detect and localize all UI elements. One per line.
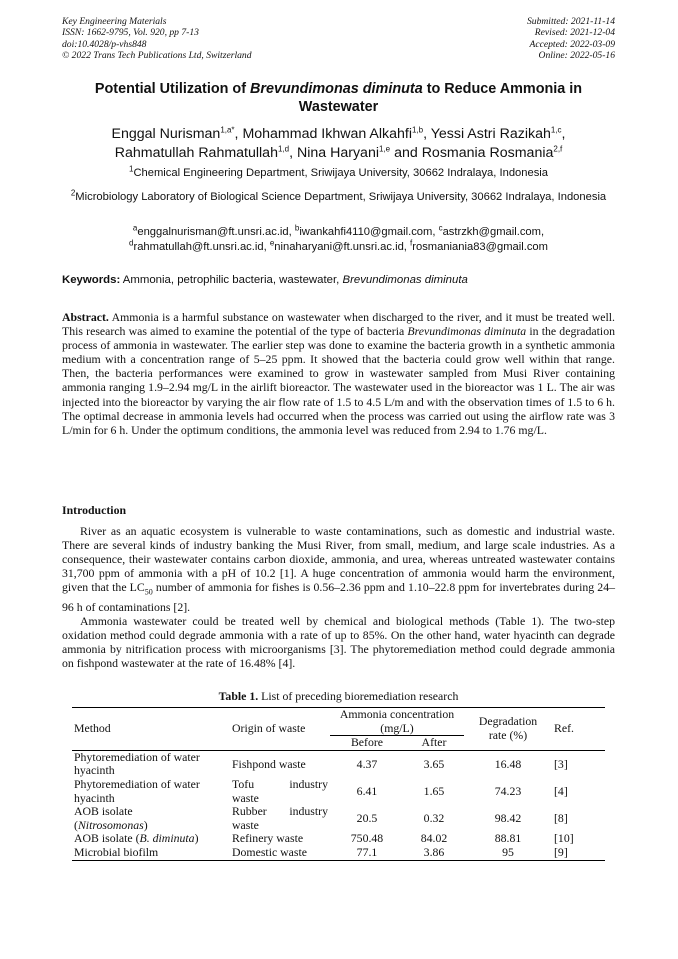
email-link[interactable]: enggalnurisman@ft.unsri.ac.id — [137, 226, 289, 238]
cell-after: 3.86 — [404, 846, 464, 860]
affiliation-1: $^1$Chemical Engineering Department, Sriwijaya University, 30662 Indralaya, Indonesia — [128, 164, 549, 179]
author-name: Enggal Nurisman — [111, 126, 221, 142]
cell-origin: Tofu industry waste — [232, 776, 328, 805]
cell-before: 750.48 — [350, 831, 384, 846]
cell-before: 20.5 — [356, 810, 378, 825]
journal-doi[interactable]: doi:10.4028/p-vhs848 — [62, 38, 147, 50]
author-name: Yessi Astri Razikah — [430, 126, 551, 142]
table-caption: Table 1. List of preceding bioremediation research — [218, 689, 459, 703]
cell-ref[interactable]: [8] — [554, 810, 568, 825]
cell-origin: Fishpond waste — [232, 756, 306, 771]
cell-rate: 95 — [464, 846, 552, 860]
paragraph: River as an aquatic ecosystem is vulnerable to waste contaminations, such as domestic and industrial waste. There are several kinds of industry banking the Musi River, from small, medium, and large scale industries. As a consequence, their wastewater contains carbon dioxide, ammonia, and urea, whereas untreated wastewater contains 31,700 ppm of ammonia with a pH of 10.2 [1]. A huge concentration of ammonia would harm the environment, given that the $LC_{50}$ number of ammonia for fishes is 0.56–2.36 ppm and 1.10–22.8 ppm for invertebrates during 24–96 h of contaminations [2]. — [62, 524, 615, 614]
col-header-concentration: Ammonia concentration (mg/L) — [330, 708, 464, 736]
author-name: Nina Haryani — [296, 145, 379, 161]
author-name: Rosmania Rosmania — [421, 145, 554, 161]
col-header-ref: Ref. — [552, 708, 605, 751]
cell-origin: Refinery waste — [232, 831, 304, 846]
cell-method: AOB isolate (B. diminuta) — [74, 831, 199, 846]
col-header-after: After — [404, 736, 464, 751]
col-header-method: Method — [72, 708, 230, 751]
email-list: $^a$enggalnurisman@ft.unsri.ac.id, $^b$iwankahfi4110@gmail.com, $^c$astrzkh@gmail.com, $^d$rahmatullah@ft.unsri.ac.id, $^e$ninaharyani@ft.unsri.ac.id, $^f$rosmaniania83@gmail.com — [129, 223, 548, 253]
journal-info — [62, 16, 252, 61]
col-header-before: Before — [330, 736, 404, 751]
table-row — [72, 846, 605, 860]
email-link[interactable]: rahmatullah@ft.unsri.ac.id — [133, 240, 264, 253]
cell-before: 4.37 — [356, 756, 378, 771]
email-link[interactable]: ninaharyani@ft.unsri.ac.id — [274, 240, 404, 253]
cell-rate: 16.48 — [494, 756, 522, 771]
cell-after: 1.65 — [423, 783, 445, 798]
paper-title: Potential Utilization of Brevundimonas diminuta to Reduce Ammonia in Wastewater — [94, 81, 583, 115]
journal-copyright: © 2022 Trans Tech Publications Ltd, Switzerland — [62, 49, 252, 61]
table-row — [72, 832, 605, 846]
table-row — [72, 750, 605, 778]
cell-rate: 74.23 — [494, 783, 522, 798]
table-row — [72, 805, 605, 832]
paragraph: Ammonia wastewater could be treated well by chemical and biological methods (Table 1). The two-step oxidation method could degrade ammonia with a rate of up to 85%. On the other hand, water hyacinth can degrade ammonia by nitrification process with microorganisms [3]. The phytoremediation method could degrade ammonia on fishpond wastewater at the rate of 16.48% [4]. — [62, 613, 615, 671]
cell-origin: Rubber industry waste — [232, 804, 328, 832]
author-name: Mohammad Ikhwan Alkahfi — [242, 126, 412, 142]
table-header-row — [72, 708, 605, 736]
table-row — [72, 778, 605, 805]
bioremediation-table — [72, 707, 605, 861]
cell-method: Phytoremediation of water hyacinth — [74, 776, 200, 805]
email-link[interactable]: rosmaniania83@gmail.com — [412, 240, 548, 253]
affiliation-2: $^2$Microbiology Laboratory of Biological Science Department, Sriwijaya University, 30662 Indralaya, Indonesia — [70, 188, 607, 203]
email-link[interactable]: astrzkh@gmail.com — [442, 226, 541, 238]
cell-method: Microbial biofilm — [72, 846, 230, 860]
date-submitted: Submitted: 2021-11-14 — [526, 16, 615, 27]
author-name: Rahmatullah Rahmatullah — [114, 145, 278, 161]
cell-before: 6.41 — [356, 783, 378, 798]
col-header-degradation: Degradation rate (%) — [464, 708, 552, 751]
abstract: Abstract. Ammonia is a harmful substance on wastewater when discharged to the river, and it must be treated well. This research was aimed to examine the potential of the type of bacteria Brevundimonas diminuta in the degradation process of ammonia in wastewater. The earlier step was done to examine the bacteria growth in a synthetic ammonia medium with a concentration range of 5–25 ppm. It showed that the bacteria could grow well within that range. Then, the bacteria performances were examined to grow in wastewater sampled from Musi River containing ammonia ranging 1.9–2.94 mg/L in the airlift bioreactor. The wastewater used in the bioreactor was 1 L. The air was injected into the bioreactor by varying the air flow rate of 1.5 to 4.5 L/m and with the observation times of 1.5 to 6 h. The optimal decrease in ammonia levels had occurred when the process was carried out using the airflow rate was 3 L/min for 6 h. Under the optimum conditions, the ammonia level was reduced from 2.94 to 1.76 mg/L. — [62, 310, 615, 437]
journal-name: Key Engineering Materials — [62, 16, 167, 27]
section-heading-introduction: Introduction — [62, 503, 127, 517]
email-link[interactable]: iwankahfi4110@gmail.com — [299, 226, 433, 238]
journal-issn: ISSN: 1662-9795, Vol. 920, pp 7-13 — [62, 27, 199, 39]
col-header-origin: Origin of waste — [230, 708, 330, 751]
cell-ref[interactable]: [4] — [554, 783, 568, 798]
cell-after: 3.65 — [423, 756, 445, 771]
cell-ref[interactable]: [3] — [554, 756, 568, 771]
article-dates — [527, 16, 615, 61]
cell-rate: 98.42 — [494, 810, 522, 825]
cell-ref[interactable]: [9] — [552, 846, 605, 860]
cell-rate: 88.81 — [494, 831, 522, 846]
date-revised: Revised: 2021-12-04 — [534, 27, 615, 39]
author-list: Enggal Nurisman$^{1,a*}$, Mohammad Ikhwan Alkahfi$^{1,b}$, Yessi Astri Razikah$^{1,c}$, Rahmatullah Rahmatullah$^{1,d}$, Nina Haryani$^{1,e}$ and Rosmania Rosmania$^{2,f}$ — [111, 125, 566, 161]
cell-after: 84.02 — [420, 831, 448, 846]
cell-method: AOB isolate (Nitrosomonas) — [74, 804, 148, 832]
date-accepted: Accepted: 2022-03-09 — [529, 38, 615, 50]
cell-after: 0.32 — [423, 810, 445, 825]
cell-method: Phytoremediation of water hyacinth — [74, 749, 200, 778]
introduction-text — [62, 524, 615, 670]
keywords: Keywords: Ammonia, petrophilic bacteria, wastewater, Brevundimonas diminuta — [62, 274, 468, 286]
cell-ref[interactable]: [10] — [554, 831, 574, 846]
cell-origin: Domestic waste — [230, 846, 330, 860]
cell-before: 77.1 — [330, 846, 404, 860]
date-online: Online: 2022-05-16 — [538, 49, 615, 61]
